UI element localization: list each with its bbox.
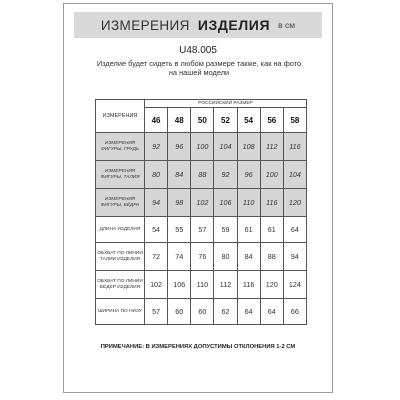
table-cell: 80 (145, 161, 168, 189)
table-cell: 116 (260, 189, 283, 217)
table-cell: 112 (260, 133, 283, 161)
size-58: 58 (283, 108, 306, 133)
size-50: 50 (191, 108, 214, 133)
table-cell: 116 (283, 133, 306, 161)
row-label: ИЗМЕРЕНИЯ ФИГУРЫ, ТАЛИЯ (96, 161, 145, 189)
row-label: ОБХВАТ ПО ЛИНИИ ТАЛИИ ИЗДЕЛИЯ (96, 243, 145, 271)
table-cell: 80 (214, 243, 237, 271)
title-product: ИЗДЕЛИЯ (197, 17, 271, 33)
table-cell: 102 (145, 271, 168, 299)
table-cell: 100 (191, 133, 214, 161)
row-label: ИЗМЕРЕНИЯ ФИГУРЫ, БЁДРА (96, 189, 145, 217)
table-cell: 108 (237, 133, 260, 161)
table-cell: 84 (168, 161, 191, 189)
footnote: ПРИМЕЧАНИЕ: В ИЗМЕРЕНИЯХ ДОПУСТИМЫ ОТКЛОНЕНИЯ 1-2 СМ (100, 344, 296, 350)
table-cell: 61 (237, 217, 260, 243)
row-label: ШИРИНА ПО НИЗУ (96, 299, 145, 325)
table-cell: 106 (168, 271, 191, 299)
table-cell: 72 (145, 243, 168, 271)
row-label: ИЗМЕРЕНИЯ ФИГУРЫ, ГРУДЬ (96, 133, 145, 161)
fit-note: Изделие будет сидеть в любом размере также, как на фото на нашей модели (96, 59, 302, 77)
table-cell: 57 (191, 217, 214, 243)
size-46: 46 (145, 108, 168, 133)
table-cell: 92 (145, 133, 168, 161)
table-cell: 110 (191, 271, 214, 299)
size-48: 48 (168, 108, 191, 133)
table-cell: 96 (237, 161, 260, 189)
table-row (96, 133, 307, 161)
table-cell: 62 (214, 299, 237, 325)
corner-label: ИЗМЕРЕНИЯ (96, 100, 145, 133)
table-cell: 84 (237, 243, 260, 271)
row-label: ДЛИНА ИЗДЕЛИЯ (96, 217, 145, 243)
title-banner (74, 12, 322, 38)
title-unit: в см (278, 20, 296, 30)
size-52: 52 (214, 108, 237, 133)
table-cell: 110 (237, 189, 260, 217)
table-cell: 116 (237, 271, 260, 299)
table-row (96, 243, 307, 271)
table-row (96, 217, 307, 243)
table-cell: 104 (283, 161, 306, 189)
table-cell: 55 (168, 217, 191, 243)
size-56: 56 (260, 108, 283, 133)
table-row (96, 271, 307, 299)
table-cell: 74 (168, 243, 191, 271)
table-cell: 92 (214, 161, 237, 189)
table-cell: 54 (145, 217, 168, 243)
table-cell: 94 (145, 189, 168, 217)
table-cell: 100 (260, 161, 283, 189)
russian-size-header: РОССИЙСКИЙ РАЗМЕР (145, 100, 307, 108)
table-cell: 88 (191, 161, 214, 189)
size-chart-sheet (63, 3, 333, 393)
table-cell: 124 (283, 271, 306, 299)
table-cell: 76 (191, 243, 214, 271)
table-cell: 98 (168, 189, 191, 217)
table-row (96, 299, 307, 325)
table-cell: 102 (191, 189, 214, 217)
table-cell: 96 (168, 133, 191, 161)
table-cell: 59 (214, 217, 237, 243)
table-row (96, 189, 307, 217)
table-cell: 94 (283, 243, 306, 271)
table-cell: 112 (214, 271, 237, 299)
table-cell: 88 (260, 243, 283, 271)
table-cell: 64 (283, 217, 306, 243)
table-cell: 61 (260, 217, 283, 243)
table-cell: 57 (145, 299, 168, 325)
table-cell: 66 (283, 299, 306, 325)
table-cell: 64 (237, 299, 260, 325)
table-row (96, 161, 307, 189)
table-cell: 120 (283, 189, 306, 217)
table-cell: 60 (168, 299, 191, 325)
table-cell: 104 (214, 133, 237, 161)
product-code: U48.005 (179, 45, 217, 56)
size-54: 54 (237, 108, 260, 133)
table-cell: 64 (260, 299, 283, 325)
row-label: ОБХВАТ ПО ЛИНИИ БЕДЕР ИЗДЕЛИЯ (96, 271, 145, 299)
table-cell: 60 (191, 299, 214, 325)
table-cell: 120 (260, 271, 283, 299)
title-measurements: ИЗМЕРЕНИЯ (100, 17, 190, 33)
size-table (95, 99, 307, 325)
table-cell: 106 (214, 189, 237, 217)
